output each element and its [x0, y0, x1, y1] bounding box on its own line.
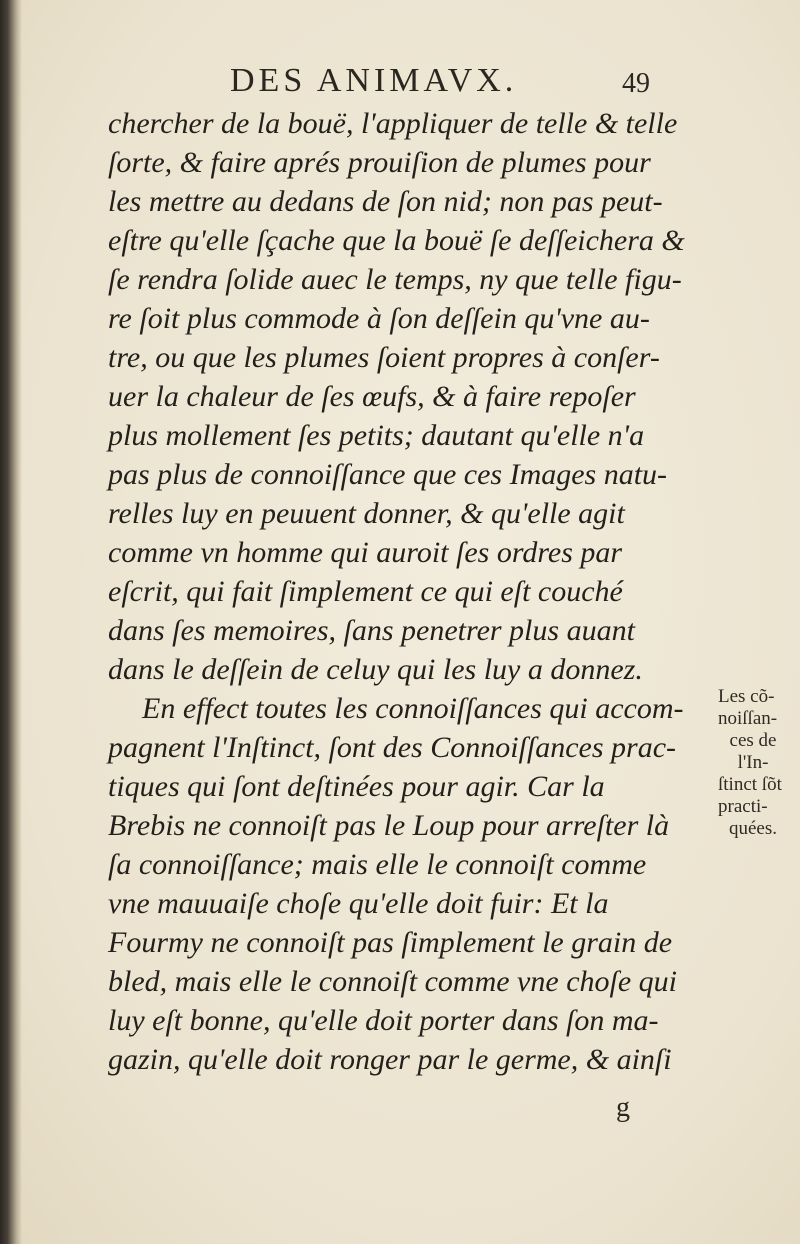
page-gutter [0, 0, 22, 1244]
running-title: DES ANIMAVX. [230, 62, 518, 99]
text-line: ſe rendra ſolide auec le temps, ny que telle figu- [108, 263, 682, 296]
text-line: eſcrit, qui fait ſimplement ce qui eſt couché [108, 575, 623, 608]
text-line: Fourmy ne connoiſt pas ſimplement le grain de [108, 926, 673, 959]
text-line: ſorte, & faire aprés prouiſion de plumes pour [108, 146, 651, 179]
text-line: dans ſes memoires, ſans penetrer plus auant [108, 614, 635, 647]
body-text [108, 104, 708, 1079]
text-line: ſa connoiſſance; mais elle le connoiſt comme [108, 848, 647, 881]
text-line: chercher de la bouë, l'appliquer de telle & telle [108, 107, 678, 140]
text-line: comme vn homme qui auroit ſes ordres par [108, 536, 623, 569]
text-line: luy eſt bonne, qu'elle doit porter dans ſon ma- [108, 1004, 659, 1037]
margin-note-line: ces de [729, 730, 777, 751]
paragraph-start-line: En effect toutes les connoiſſances qui accom- [142, 692, 684, 725]
margin-note-line: l'In- [737, 752, 769, 773]
margin-note-line: quées. [728, 818, 777, 839]
text-line: pagnent l'Inſtinct, ſont des Connoiſſances prac- [108, 731, 677, 764]
text-line: tiques qui ſont deſtinées pour agir. Car la [108, 770, 605, 803]
margin-note-line: ſtinct ſõt [718, 774, 782, 795]
text-line: pas plus de connoiſſance que ces Images natu- [108, 458, 668, 491]
text-line: relles luy en peuuent donner, & qu'elle agit [108, 497, 625, 530]
margin-note [718, 686, 796, 840]
text-line: vne mauuaiſe choſe qu'elle doit fuir: Et la [108, 887, 609, 920]
page-header [230, 62, 650, 106]
text-line: eſtre qu'elle ſçache que la bouë ſe deſſeichera & [108, 224, 685, 257]
margin-note-line: practi- [718, 796, 768, 817]
text-line: bled, mais elle le connoiſt comme vne choſe qui [108, 965, 677, 998]
margin-note-line: noiſſan- [718, 708, 778, 729]
text-line: plus mollement ſes petits; dautant qu'elle n'a [108, 419, 645, 452]
text-line: re ſoit plus commode à ſon deſſein qu'vne au- [108, 302, 650, 335]
text-line: gazin, qu'elle doit ronger par le germe, & ainſi [108, 1043, 672, 1076]
signature-mark: g [616, 1092, 630, 1123]
text-line: dans le deſſein de celuy qui les luy a donnez. [108, 653, 643, 686]
text-line: uer la chaleur de ſes œufs, & à faire repoſer [108, 380, 636, 413]
margin-note-line: Les cõ- [718, 686, 775, 707]
text-line: les mettre au dedans de ſon nid; non pas peut- [108, 185, 663, 218]
text-line: tre, ou que les plumes ſoient propres à conſer- [108, 341, 660, 374]
page-number: 49 [622, 68, 650, 99]
text-line: Brebis ne connoiſt pas le Loup pour arreſter là [108, 809, 670, 842]
